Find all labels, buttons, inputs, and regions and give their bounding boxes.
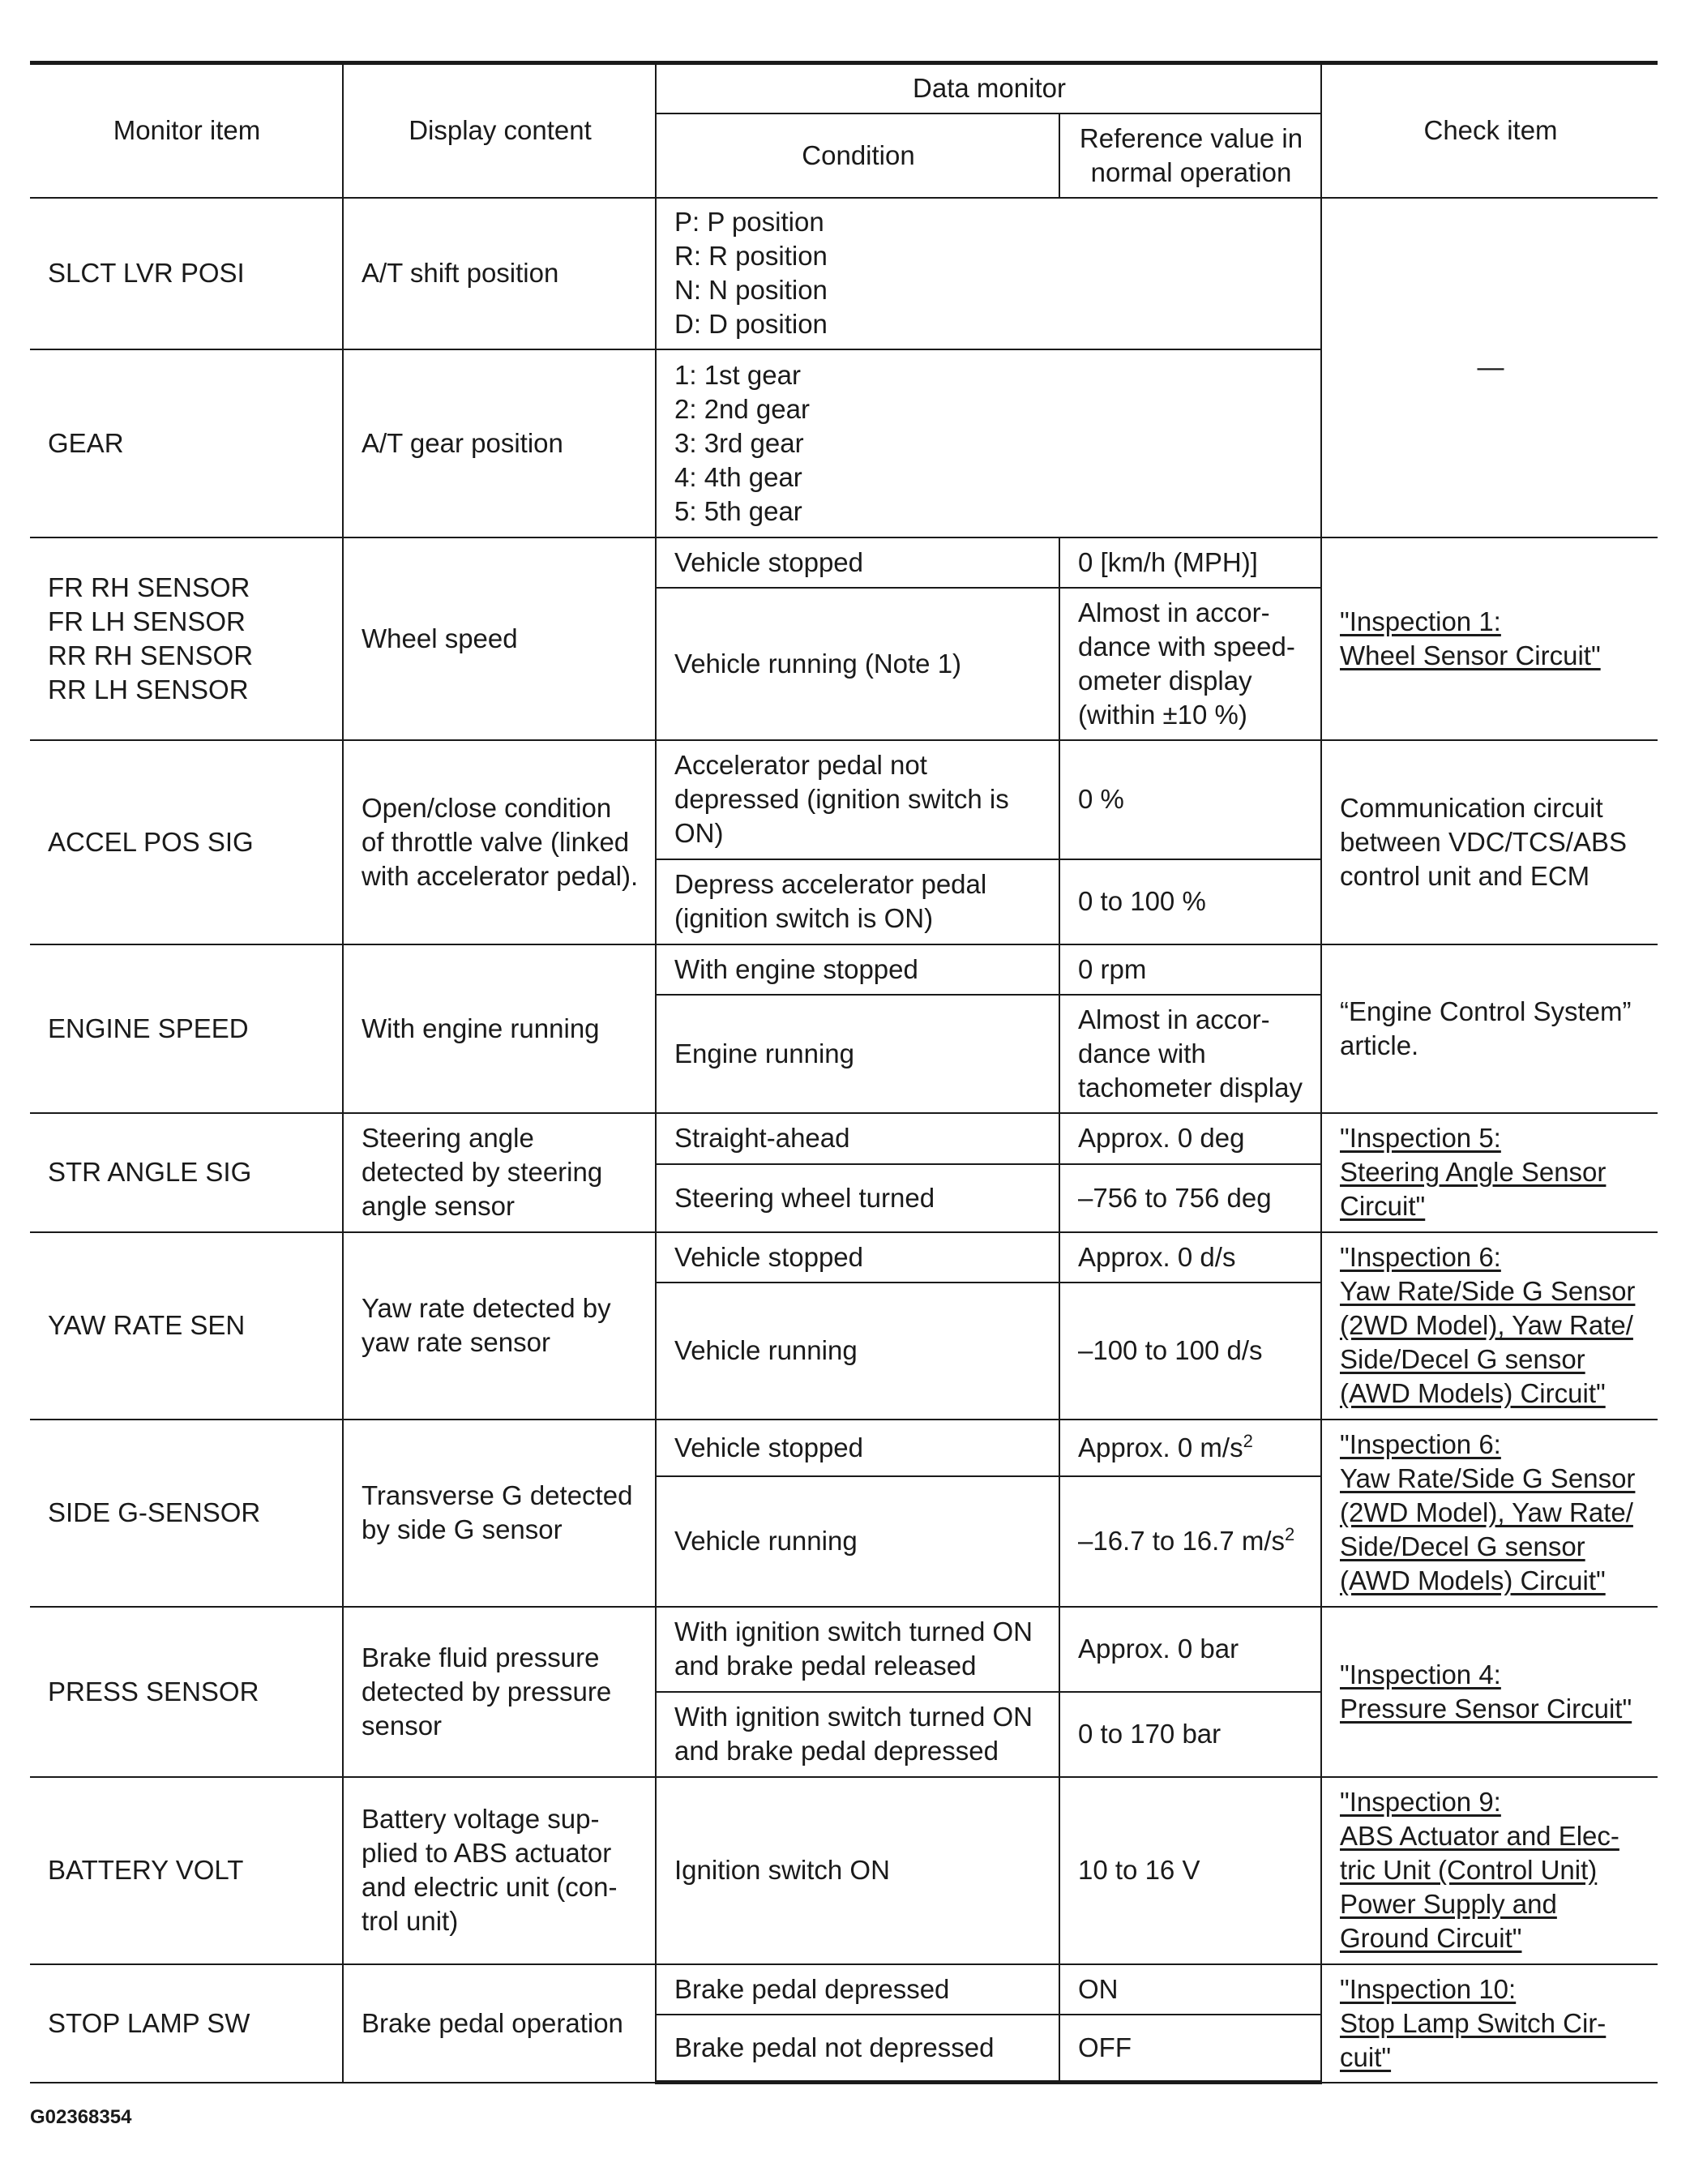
check-item-cell[interactable] <box>1321 1232 1658 1420</box>
monitor-item: STOP LAMP SW <box>30 1964 343 2083</box>
reference-cell: Approx. 0 d/s <box>1059 1232 1321 1283</box>
condition-cell: Accelerator pedal not depressed (ignition switch is ON) <box>656 740 1059 859</box>
table-row <box>30 537 1658 588</box>
condition-cell: With ignition switch turned ON and brake pedal depressed <box>656 1692 1059 1777</box>
header-condition: Condition <box>656 113 1059 198</box>
condition-cell: Straight-ahead <box>656 1113 1059 1164</box>
display-content: Transverse G detected by side G sensor <box>343 1420 656 1607</box>
table-row <box>30 1420 1658 1476</box>
condition-cell: Vehicle running <box>656 1476 1059 1607</box>
inspection-1-link[interactable]: "Inspection 1: Wheel Sensor Circuit" <box>1340 606 1601 670</box>
reference-cell: 0 to 100 % <box>1059 859 1321 944</box>
reference-value: –16.7 to 16.7 m/s <box>1078 1526 1285 1556</box>
reference-cell: ON <box>1059 1964 1321 2015</box>
check-item-cell: “Engine Control System” article. <box>1321 944 1658 1113</box>
reference-value: Approx. 0 m/s <box>1078 1432 1243 1462</box>
reference-cell: OFF <box>1059 2015 1321 2083</box>
reference-cell: 0 to 170 bar <box>1059 1692 1321 1777</box>
table-row <box>30 944 1658 995</box>
reference-cell: 0 [km/h (MPH)] <box>1059 537 1321 588</box>
monitor-item: ACCEL POS SIG <box>30 740 343 944</box>
condition-cell: Steering wheel turned <box>656 1164 1059 1232</box>
header-monitor-item: Monitor item <box>30 63 343 198</box>
condition-cell: Vehicle running <box>656 1283 1059 1420</box>
header-reference-value: Reference value in normal operation <box>1059 113 1321 198</box>
reference-cell: Almost in accor- dance with tachometer display <box>1059 995 1321 1113</box>
data-monitor-table <box>30 61 1658 2084</box>
condition-cell: Engine running <box>656 995 1059 1113</box>
superscript: 2 <box>1243 1430 1253 1451</box>
header-data-monitor: Data monitor <box>656 63 1321 113</box>
inspection-6-link[interactable]: "Inspection 6: Yaw Rate/Side G Sensor (2WD Model), Yaw Rate/ Side/Decel G sensor (AWD Models) Circuit" <box>1340 1429 1636 1595</box>
superscript: 2 <box>1285 1524 1295 1544</box>
reference-cell: Approx. 0 bar <box>1059 1607 1321 1692</box>
monitor-item: PRESS SENSOR <box>30 1607 343 1777</box>
reference-cell <box>1059 1476 1321 1607</box>
condition-cell: Brake pedal depressed <box>656 1964 1059 2015</box>
table-row <box>30 740 1658 859</box>
condition-cell: 1: 1st gear 2: 2nd gear 3: 3rd gear 4: 4th gear 5: 5th gear <box>656 349 1321 537</box>
display-content: Brake fluid pressure detected by pressure sensor <box>343 1607 656 1777</box>
monitor-item: GEAR <box>30 349 343 537</box>
table-row <box>30 1113 1658 1164</box>
monitor-table-container <box>30 61 1658 2084</box>
condition-cell: Brake pedal not depressed <box>656 2015 1059 2083</box>
condition-cell: Ignition switch ON <box>656 1777 1059 1964</box>
figure-id: G02368354 <box>30 2106 132 2128</box>
check-item-cell[interactable] <box>1321 1964 1658 2083</box>
monitor-item: SIDE G-SENSOR <box>30 1420 343 1607</box>
reference-cell: Approx. 0 deg <box>1059 1113 1321 1164</box>
inspection-6-link[interactable]: "Inspection 6: Yaw Rate/Side G Sensor (2WD Model), Yaw Rate/ Side/Decel G sensor (AWD Models) Circuit" <box>1340 1242 1636 1408</box>
check-item-cell[interactable] <box>1321 1113 1658 1232</box>
condition-cell: P: P position R: R position N: N position D: D position <box>656 198 1321 349</box>
display-content: Yaw rate detected by yaw rate sensor <box>343 1232 656 1420</box>
table-row <box>30 198 1658 349</box>
display-content: Steering angle detected by steering angle sensor <box>343 1113 656 1232</box>
inspection-10-link[interactable]: "Inspection 10: Stop Lamp Switch Cir- cuit" <box>1340 1973 1607 2072</box>
display-content: Wheel speed <box>343 537 656 740</box>
header-row <box>30 63 1658 113</box>
monitor-item: STR ANGLE SIG <box>30 1113 343 1232</box>
monitor-item: BATTERY VOLT <box>30 1777 343 1964</box>
reference-cell: 0 % <box>1059 740 1321 859</box>
reference-cell: Almost in accor- dance with speed- ometer display (within ±10 %) <box>1059 588 1321 740</box>
condition-cell: With engine stopped <box>656 944 1059 995</box>
check-item-cell: Communication circuit between VDC/TCS/ABS control unit and ECM <box>1321 740 1658 944</box>
condition-cell: Vehicle stopped <box>656 537 1059 588</box>
table-row <box>30 1777 1658 1964</box>
check-item-cell[interactable] <box>1321 1777 1658 1964</box>
condition-cell: Vehicle stopped <box>656 1420 1059 1476</box>
display-content: With engine running <box>343 944 656 1113</box>
inspection-5-link[interactable]: "Inspection 5: Steering Angle Sensor Circuit" <box>1340 1123 1607 1221</box>
reference-cell: –100 to 100 d/s <box>1059 1283 1321 1420</box>
inspection-4-link[interactable]: "Inspection 4: Pressure Sensor Circuit" <box>1340 1659 1632 1724</box>
condition-cell: Vehicle stopped <box>656 1232 1059 1283</box>
display-content: Open/close condition of throttle valve (linked with accelerator pedal). <box>343 740 656 944</box>
inspection-9-link[interactable]: "Inspection 9: ABS Actuator and Elec- tric Unit (Control Unit) Power Supply and Ground Circuit" <box>1340 1787 1619 1953</box>
reference-cell: 10 to 16 V <box>1059 1777 1321 1964</box>
reference-cell <box>1059 1420 1321 1476</box>
display-content: A/T gear position <box>343 349 656 537</box>
header-check-item: Check item <box>1321 63 1658 198</box>
check-item-cell[interactable] <box>1321 537 1658 740</box>
table-row <box>30 1964 1658 2015</box>
check-item-cell[interactable] <box>1321 1420 1658 1607</box>
condition-cell: Depress accelerator pedal (ignition switch is ON) <box>656 859 1059 944</box>
display-content: A/T shift position <box>343 198 656 349</box>
display-content: Brake pedal operation <box>343 1964 656 2083</box>
reference-cell: –756 to 756 deg <box>1059 1164 1321 1232</box>
reference-cell: 0 rpm <box>1059 944 1321 995</box>
monitor-item: ENGINE SPEED <box>30 944 343 1113</box>
condition-cell: Vehicle running (Note 1) <box>656 588 1059 740</box>
monitor-item: YAW RATE SEN <box>30 1232 343 1420</box>
table-row <box>30 1607 1658 1692</box>
check-item-dash: — <box>1321 198 1658 537</box>
display-content: Battery voltage sup- plied to ABS actuator and electric unit (con- trol unit) <box>343 1777 656 1964</box>
check-item-cell[interactable] <box>1321 1607 1658 1777</box>
table-row <box>30 1232 1658 1283</box>
condition-cell: With ignition switch turned ON and brake pedal released <box>656 1607 1059 1692</box>
monitor-item: FR RH SENSOR FR LH SENSOR RR RH SENSOR RR LH SENSOR <box>30 537 343 740</box>
header-display-content: Display content <box>343 63 656 198</box>
monitor-item: SLCT LVR POSI <box>30 198 343 349</box>
